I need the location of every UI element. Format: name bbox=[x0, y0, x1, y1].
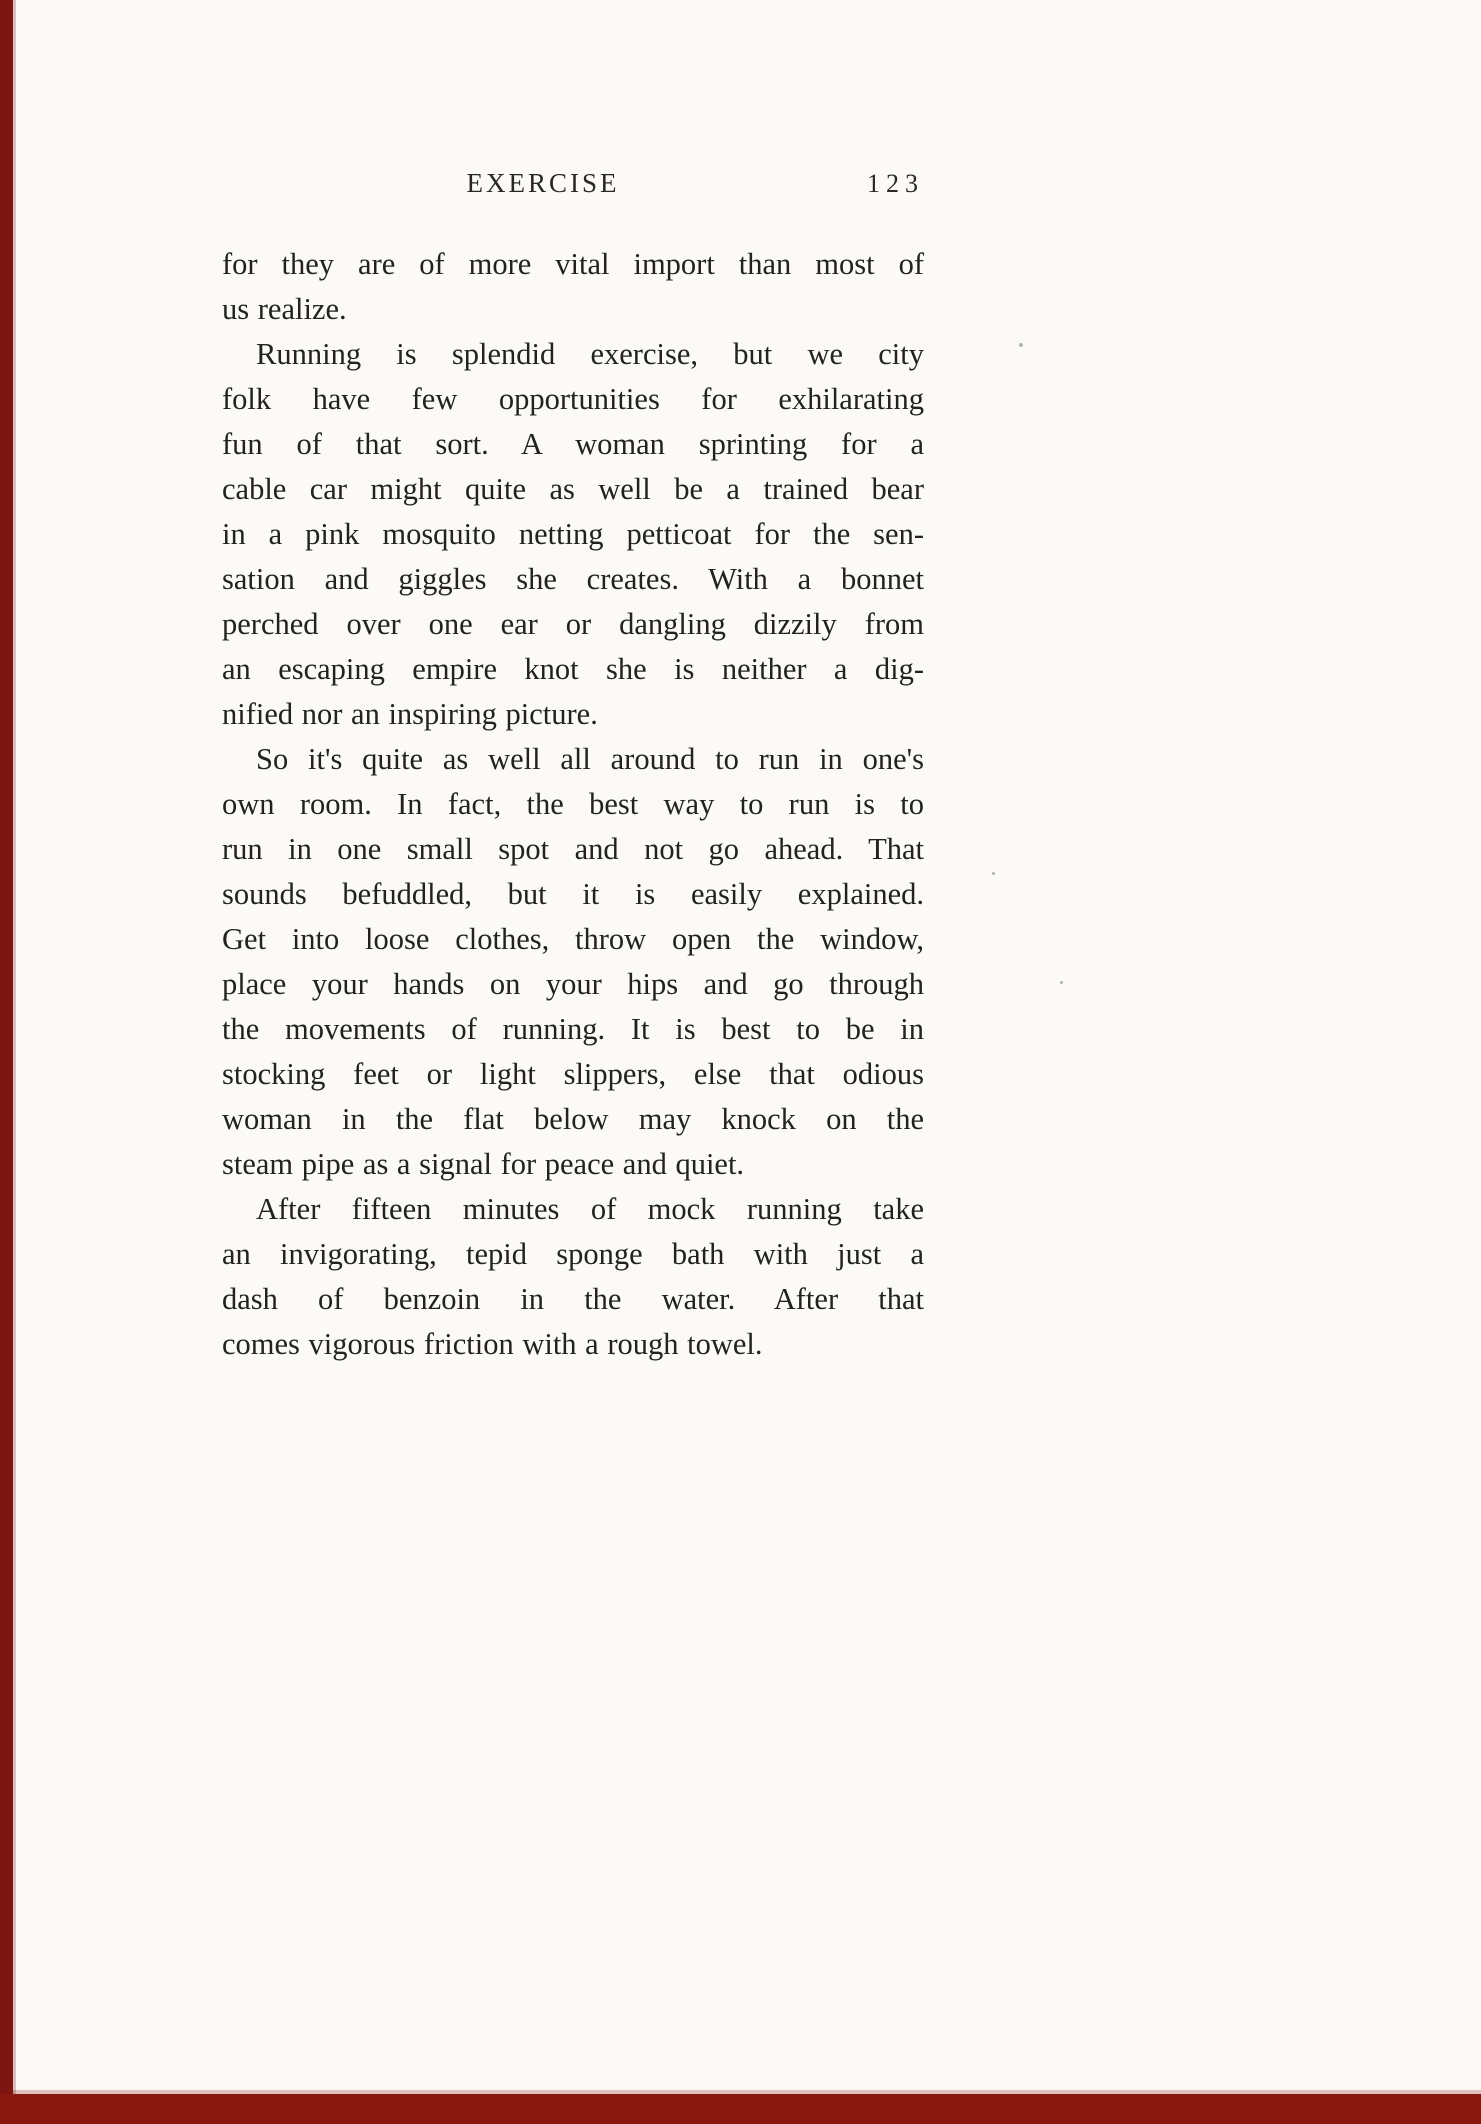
text-line: an invigorating, tepid sponge bath with just a bbox=[222, 1237, 924, 1271]
text-line: Running is splendid exercise, but we city bbox=[256, 337, 924, 371]
text-line: sounds befuddled, but it is easily explained. bbox=[222, 877, 924, 911]
text-line: steam pipe as a signal for peace and quiet. bbox=[222, 1147, 745, 1181]
text-line: the movements of running. It is best to be in bbox=[222, 1012, 924, 1046]
text-line: stocking feet or light slippers, else that odious bbox=[222, 1057, 924, 1091]
text-line: So it's quite as well all around to run in one's bbox=[256, 742, 924, 776]
page-number: 123 bbox=[867, 169, 924, 198]
running-header bbox=[222, 168, 924, 210]
text-line: sation and giggles she creates. With a bonnet bbox=[222, 562, 924, 596]
text-line: fun of that sort. A woman sprinting for a bbox=[222, 427, 924, 461]
text-line: Get into loose clothes, throw open the window, bbox=[222, 922, 924, 956]
scan-speck bbox=[1019, 343, 1023, 347]
text-line: nified nor an inspiring picture. bbox=[222, 697, 598, 731]
text-line: dash of benzoin in the water. After that bbox=[222, 1282, 924, 1316]
text-line: an escaping empire knot she is neither a dig- bbox=[222, 652, 924, 686]
paragraph bbox=[222, 1187, 924, 1367]
text-line: own room. In fact, the best way to run is to bbox=[222, 787, 924, 821]
scan-binding-edge-bottom bbox=[0, 2094, 1481, 2124]
scan-binding-edge-left bbox=[0, 0, 13, 2124]
paragraph bbox=[222, 242, 924, 332]
running-header-title: EXERCISE bbox=[466, 168, 620, 198]
text-line: perched over one ear or dangling dizzily from bbox=[222, 607, 924, 641]
text-line: folk have few opportunities for exhilarating bbox=[222, 382, 924, 416]
text-line: cable car might quite as well be a trained bear bbox=[222, 472, 924, 506]
text-line: place your hands on your hips and go through bbox=[222, 967, 924, 1001]
page-content bbox=[222, 168, 924, 1367]
scan-speck bbox=[1060, 981, 1063, 984]
paragraph bbox=[222, 332, 924, 737]
text-line: for they are of more vital import than most of bbox=[222, 247, 924, 281]
text-line: comes vigorous friction with a rough towel. bbox=[222, 1327, 763, 1361]
text-line: in a pink mosquito netting petticoat for the sen- bbox=[222, 517, 924, 551]
body-text bbox=[222, 242, 924, 1367]
text-line: run in one small spot and not go ahead. That bbox=[222, 832, 924, 866]
paragraph bbox=[222, 737, 924, 1187]
scan-speck bbox=[992, 872, 995, 875]
text-line: us realize. bbox=[222, 292, 347, 326]
text-line: After fifteen minutes of mock running take bbox=[256, 1192, 924, 1226]
text-line: woman in the flat below may knock on the bbox=[222, 1102, 924, 1136]
